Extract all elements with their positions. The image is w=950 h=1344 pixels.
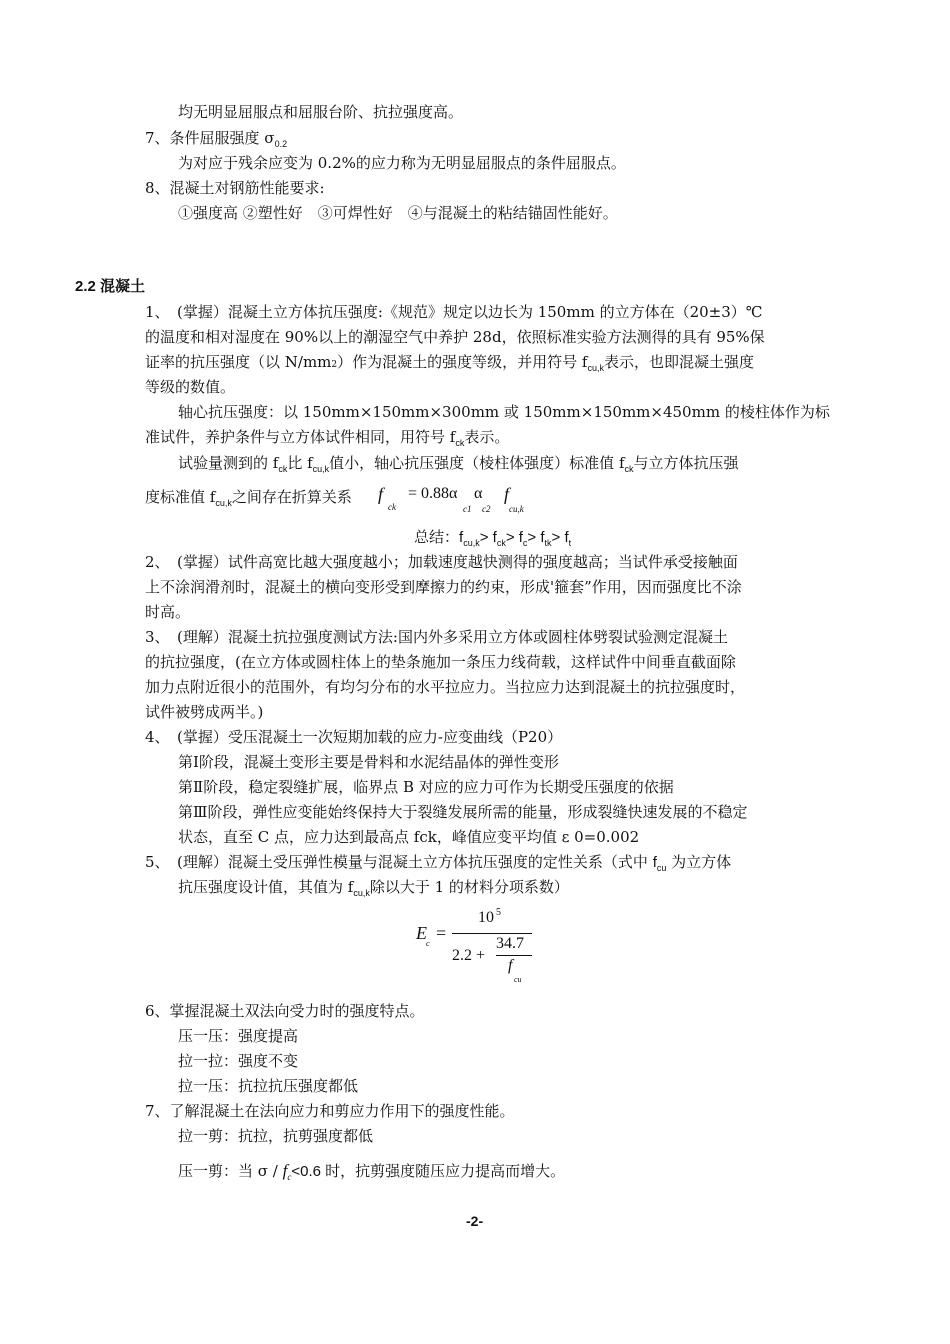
text-line: 4、 (掌握）受压混凝土一次短期加载的应力-应变曲线（P20）: [145, 728, 563, 746]
formula-fck: f ck = 0.88α c1 α c2 f cu,k: [378, 484, 524, 514]
fraction-bar: [452, 933, 532, 934]
text-line: 时高。: [145, 603, 191, 621]
item-8-heading: 8、混凝土对钢筋性能要求:: [145, 179, 325, 197]
summary-line: 总结：$f_{cu,k}> f_{ck}> f_c> f_{tk}> f_t$: [414, 528, 572, 548]
text-line: 试件被劈成两半。): [145, 703, 264, 721]
text-line: 准试件，养护条件与立方体试件相同，用符号 $f_{ck}$表示。: [145, 428, 510, 448]
section-title: 2.2 混凝土: [75, 278, 146, 295]
text-line: 第Ⅱ阶段，稳定裂缝扩展，临界点 B 对应的应力可作为长期受压强度的依据: [178, 778, 674, 796]
text-line: 轴心抗压强度：以 150mm×150mm×300mm 或 150mm×150mm×450mm 的棱柱体作为标: [178, 403, 830, 421]
text-line: 均无明显屈服点和屈服台阶、抗拉强度高。: [178, 103, 464, 121]
text-line: ①强度高 ②塑性好 ③可焊性好 ④与混凝土的粘结锚固性能好。: [178, 204, 618, 222]
text-line: 2、 (掌握）试件高宽比越大强度越小；加载速度越快测得的强度越高；当试件承受接触面: [145, 553, 738, 571]
text-line: 第Ⅰ阶段，混凝土变形主要是骨料和水泥结晶体的弹性变形: [178, 753, 559, 771]
text-line: 证率的抗压强度（以 N/mm2）作为混凝土的强度等级，并用符号 $f_{cu,k}$表示，也即混凝土强度: [145, 353, 754, 373]
text-line: 5、 (理解）混凝土受压弹性模量与混凝土立方体抗压强度的定性关系（式中 $f_{cu}$ 为立方体: [145, 853, 732, 873]
text-line: 的温度和相对湿度在 90%以上的潮湿空气中养护 28d，依照标准实验方法测得的具有 95%保: [145, 328, 765, 346]
text-line: 上不涂润滑剂时，混凝土的横向变形受到摩擦力的约束，形成'箍套”作用，因而强度比不涂: [145, 578, 742, 596]
text-line: 的抗拉强度，(在立方体或圆柱体上的垫条施加一条压力线荷载，这样试件中间垂直截面除: [145, 653, 736, 671]
text-line: 6、掌握混凝土双法向受力时的强度特点。: [145, 1002, 425, 1020]
text-line: 加力点附近很小的范围外，有均匀分布的水平拉应力。当拉应力达到混凝土的抗拉强度时，: [145, 678, 746, 696]
text-line: 度标准值 $f_{cu,k}$之间存在折算关系: [145, 488, 352, 508]
text-line: 试验量测到的 $f_{ck}$比 $f_{cu,k}$值小，轴心抗压强度（棱柱体强度）标准值 $f_{ck}$与立方体抗压强: [178, 454, 739, 474]
text-line: 1、 (掌握）混凝土立方体抗压强度:《规范》规定以边长为 150mm 的立方体在（20±3）℃: [145, 303, 763, 321]
page-number: -2-: [466, 1213, 484, 1229]
text-line: 等级的数值。: [145, 378, 236, 396]
text-line: 第Ⅲ阶段，弹性应变能始终保持大于裂缝发展所需的能量，形成裂缝快速发展的不稳定: [178, 803, 748, 821]
text-line: 7、了解混凝土在法向应力和剪应力作用下的强度性能。: [145, 1102, 515, 1120]
item-7-heading: 7、条件屈服强度 $\sigma_{0.2}$: [145, 129, 288, 149]
fraction-bar: [496, 955, 532, 956]
text-line: 压一压：强度提高: [178, 1027, 299, 1045]
text-line: 压一剪：当 $\sigma / f_c<0.6$ 时，抗剪强度随压应力提高而增大。: [178, 1161, 566, 1182]
formula-ec: E c = 10 5 2.2 + 34.7 f cu: [412, 905, 552, 990]
text-line: 状态，直至 C 点，应力达到最高点 fck，峰值应变平均值 ε 0=0.002: [178, 828, 640, 846]
text-line: 拉一拉：强度不变: [178, 1052, 299, 1070]
text-line: 拉一压：抗拉抗压强度都低: [178, 1077, 359, 1095]
text-line: 3、 (理解）混凝土抗拉强度测试方法:国内外多采用立方体或圆柱体劈裂试验测定混凝土: [145, 628, 728, 646]
text-line: 抗压强度设计值，其值为 $f_{cu,k}$除以大于 1 的材料分项系数）: [178, 878, 569, 898]
text-line: 为对应于残余应变为 0.2%的应力称为无明显屈服点的条件屈服点。: [178, 154, 626, 172]
text-line: 拉一剪：抗拉，抗剪强度都低: [178, 1127, 374, 1145]
